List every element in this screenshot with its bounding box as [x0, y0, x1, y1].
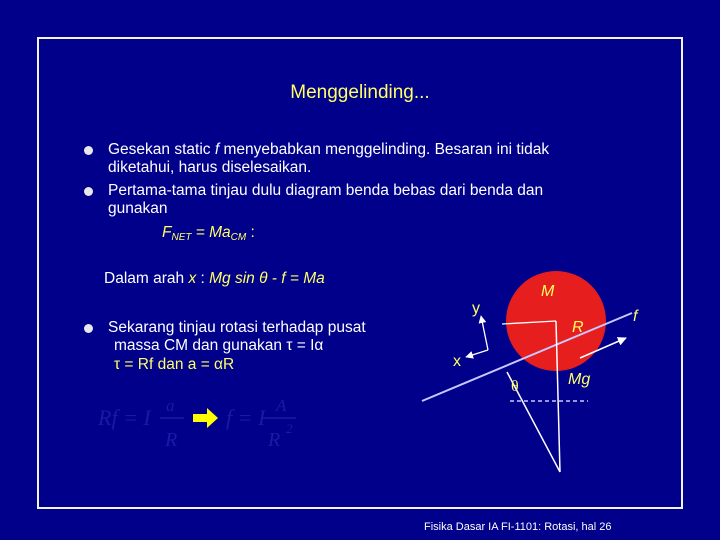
angle-label: θ	[511, 378, 519, 395]
friction-symbol: f	[214, 141, 220, 158]
formula-right-num: A	[276, 396, 287, 415]
equals-ma: = Ma	[191, 224, 231, 241]
bullet-3-line-2: massa CM dan gunakan τ = Iα	[114, 337, 324, 354]
rotation-formula	[97, 396, 296, 451]
direction-colon: :	[196, 270, 210, 287]
bullet-1-text-a: Gesekan static	[108, 141, 215, 158]
x-axis-arrow	[466, 350, 488, 357]
formula-right-den: R	[268, 429, 281, 451]
formula-right-lhs: f = I	[226, 405, 266, 430]
y-axis-label: y	[472, 300, 480, 317]
formula-left-num: a	[166, 396, 175, 415]
weight-label: Mg	[568, 371, 591, 388]
bullet-3-line-3: τ = Rf dan a = αR	[114, 356, 235, 373]
bullet-1-line-2: diketahui, harus diselesaikan.	[108, 159, 312, 176]
formula-right-exp: 2	[286, 421, 293, 436]
x-direction: x	[188, 270, 197, 287]
x-axis-label: x	[453, 353, 461, 370]
cm-subscript: CM	[230, 232, 247, 243]
radius-label: R	[572, 319, 584, 336]
slide-title: Menggelinding...	[290, 82, 430, 103]
implies-arrow	[193, 408, 218, 428]
formula-left-den: R	[165, 429, 178, 451]
friction-label: f	[633, 308, 638, 325]
net-subscript: NET	[171, 232, 192, 243]
y-axis-arrow	[481, 316, 488, 350]
bullet-1-text-b: menyebabkan menggelinding. Besaran ini tidak	[219, 141, 550, 158]
direction-prefix: Dalam arah	[104, 270, 189, 287]
colon: :	[246, 224, 255, 241]
slide-footer: Fisika Dasar IA FI-1101: Rotasi, hal 26	[424, 521, 612, 533]
mass-label: M	[541, 283, 555, 300]
force-balance-equation: Mg sin θ - f = Ma	[209, 270, 325, 287]
force-symbol: F	[162, 224, 172, 241]
bullet-3-line-1: Sekarang tinjau rotasi terhadap pusat	[108, 319, 366, 336]
formula-left-lhs: Rf = I	[98, 405, 151, 430]
bullet-2-line-1: Pertama-tama tinjau dulu diagram benda bebas dari benda dan	[108, 182, 544, 199]
bullet-2-line-2: gunakan	[108, 200, 168, 217]
